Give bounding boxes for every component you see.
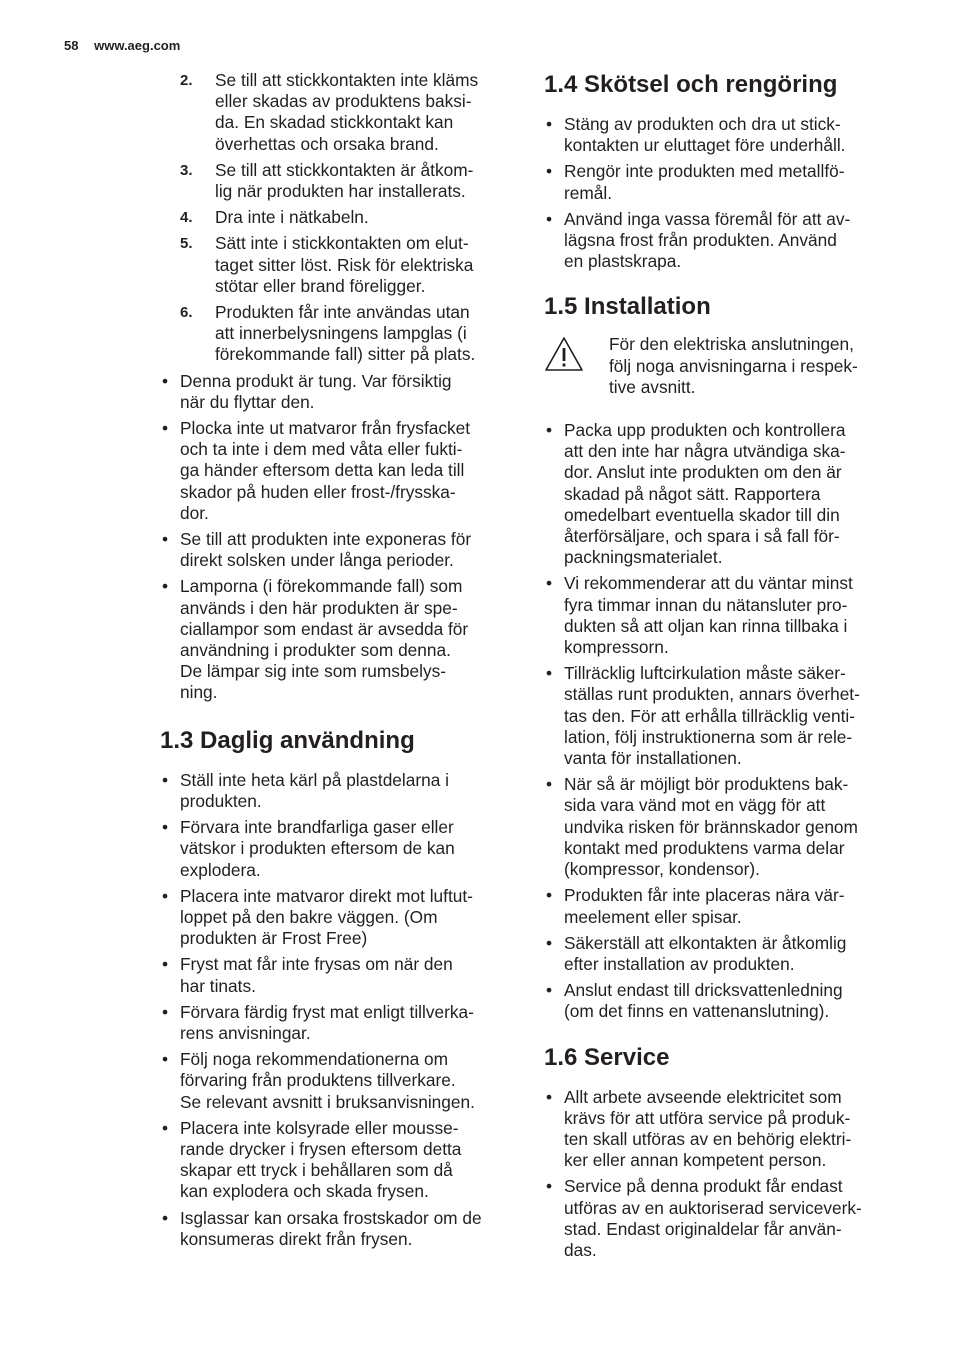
text-line: Dra inte i nätkabeln. — [215, 207, 369, 228]
list-item — [160, 576, 516, 703]
daily-use-list — [160, 770, 516, 1250]
text-line: ten skall utföras av en behörig elektri- — [564, 1128, 852, 1149]
text-line: följ noga anvisningarna i respek- — [609, 355, 858, 376]
text-line: Förvara inte brandfarliga gaser eller — [180, 817, 454, 838]
text-line: att innerbelysningens lampglas (i — [215, 323, 467, 344]
text-line: De lämpar sig inte som rumsbelys- — [180, 661, 447, 682]
bullet-icon: • — [162, 954, 169, 975]
bullet-icon: • — [546, 573, 553, 594]
text-line: Produkten får inte användas utan — [215, 302, 470, 323]
text-line: (om det finns en vattenanslutning). — [564, 1001, 830, 1022]
text-line: Plocka inte ut matvaror från frysfacket — [180, 418, 471, 439]
text-line: explodera. — [180, 859, 261, 880]
list-item — [544, 1176, 896, 1261]
text-line: das. — [564, 1239, 597, 1260]
bullet-icon: • — [162, 370, 169, 391]
care-cleaning-list — [544, 114, 896, 272]
text-line: meelement eller spisar. — [564, 906, 742, 927]
page-header — [64, 38, 180, 53]
item-number: 6. — [180, 304, 193, 322]
text-line: Fryst mat får inte frysas om när den — [180, 954, 453, 975]
list-item — [544, 980, 896, 1022]
bullet-icon: • — [546, 114, 553, 134]
bullet-icon: • — [162, 576, 169, 597]
text-line: rande drycker i frysen eftersom detta — [180, 1138, 462, 1159]
text-line: ker eller annan kompetent person. — [564, 1150, 827, 1171]
text-line: Ställ inte heta kärl på plastdelarna i — [180, 769, 449, 790]
text-line: Rengör inte produkten med metallfö- — [564, 161, 845, 182]
list-item — [160, 160, 516, 202]
text-line: lation, följ instruktionerna som är rele- — [564, 726, 853, 747]
list-item — [160, 1049, 516, 1113]
text-line: taget sitter löst. Risk för elektriska — [215, 254, 474, 275]
text-line: Säkerställ att elkontakten är åtkomlig — [564, 932, 847, 953]
text-line: direkt solsken under långa perioder. — [180, 550, 454, 571]
list-item — [160, 371, 516, 413]
text-line: undvika risken för brännskador genom — [564, 816, 858, 837]
list-item — [544, 933, 896, 975]
section-heading-1-3: 1.3 Daglig användning — [160, 726, 415, 754]
bullet-icon: • — [546, 161, 553, 182]
bullet-icon: • — [162, 1117, 169, 1138]
text-line: kontakten ur eluttaget före underhåll. — [564, 135, 846, 156]
item-number: 3. — [180, 161, 193, 179]
bullet-list — [160, 371, 516, 704]
bullet-icon: • — [546, 663, 553, 684]
text-line: kontakt med produktens varma delar — [564, 837, 845, 858]
text-line: lägsna frost från produkten. Använd — [564, 230, 837, 251]
text-line: ga händer eftersom detta kan leda till — [180, 460, 465, 481]
text-line: utföras av en auktoriserad serviceverk- — [564, 1197, 862, 1218]
text-line: eller skadas av produktens baksi- — [215, 91, 472, 112]
text-line: omedelbart eventuella skador till din — [564, 504, 840, 525]
text-line: Stäng av produkten och dra ut stick- — [564, 114, 841, 134]
text-line: Vi rekommenderar att du väntar minst — [564, 573, 853, 594]
text-line: dor. — [180, 502, 209, 523]
text-line: tas den. För att erhålla tillräcklig venti- — [564, 705, 856, 726]
bullet-icon: • — [546, 1176, 553, 1197]
item-number: 5. — [180, 235, 193, 253]
installation-list — [544, 420, 896, 1022]
text-line: Sätt inte i stickkontakten om elut- — [215, 233, 469, 254]
text-line: produkten är Frost Free) — [180, 928, 368, 949]
left-column — [160, 70, 516, 1255]
list-item — [160, 954, 516, 996]
text-line: förvaring från produktens tillverkare. — [180, 1070, 456, 1091]
list-item — [160, 418, 516, 524]
list-item — [160, 1208, 516, 1250]
bullet-icon: • — [162, 1207, 169, 1228]
text-line: da. En skadad stickkontakt kan — [215, 112, 454, 133]
text-line: När så är möjligt bör produktens bak- — [564, 774, 849, 795]
text-line: att den inte har några utvändiga ska- — [564, 441, 846, 462]
text-line: Använd inga vassa föremål för att av- — [564, 208, 851, 229]
item-number: 2. — [180, 72, 193, 89]
text-line: ciallampor som endast är avsedda för — [180, 618, 469, 639]
text-line: skador på huden eller frost-/frysska- — [180, 481, 456, 502]
numbered-list — [160, 70, 516, 366]
text-line: Placera inte kolsyrade eller mousse- — [180, 1117, 459, 1138]
warning-text — [544, 334, 896, 398]
text-line: användning i produkter som denna. — [180, 640, 451, 661]
text-line: när du flyttar den. — [180, 391, 315, 412]
list-item — [160, 1002, 516, 1044]
text-line: ställas runt produkten, annars överhet- — [564, 684, 860, 705]
text-line: fyra timmar innan du nätansluter pro- — [564, 594, 848, 615]
bullet-icon: • — [546, 420, 553, 441]
text-line: Allt arbete avseende elektricitet som — [564, 1086, 842, 1107]
text-line: sida vara vänd mot en vägg för att — [564, 795, 826, 816]
text-line: kompressorn. — [564, 637, 669, 658]
text-line: Placera inte matvaror direkt mot luftut- — [180, 885, 473, 906]
text-line: Isglassar kan orsaka frostskador om de — [180, 1207, 482, 1228]
text-line: Förvara färdig fryst mat enligt tillverka- — [180, 1001, 474, 1022]
item-number: 4. — [180, 209, 193, 227]
bullet-icon: • — [162, 817, 169, 838]
text-line: Produkten får inte placeras nära vär- — [564, 885, 845, 906]
list-item — [160, 233, 516, 297]
bullet-icon: • — [162, 769, 169, 790]
bullet-icon: • — [162, 885, 169, 906]
text-line: stötar eller brand föreligger. — [215, 275, 426, 296]
list-item — [544, 1087, 896, 1172]
list-item — [544, 663, 896, 769]
bullet-icon: • — [546, 932, 553, 953]
list-item — [544, 114, 896, 156]
text-line: överhettas och orsaka brand. — [215, 133, 439, 154]
text-line: Service på denna produkt får endast — [564, 1176, 843, 1197]
text-line: Följ noga rekommendationerna om — [180, 1049, 449, 1070]
list-item — [160, 1118, 516, 1203]
list-item — [544, 420, 896, 568]
list-item — [544, 885, 896, 927]
text-line: förekommande fall) sitter på plats. — [215, 344, 476, 365]
bullet-icon: • — [546, 208, 553, 229]
page-number: 58 — [64, 38, 79, 53]
list-item — [544, 774, 896, 880]
bullet-icon: • — [546, 1086, 553, 1107]
bullet-icon: • — [546, 774, 553, 795]
text-line: krävs för att utföra service på produk- — [564, 1107, 851, 1128]
list-item — [160, 770, 516, 812]
text-line: packningsmaterialet. — [564, 547, 723, 568]
list-item — [160, 817, 516, 881]
text-line: För den elektriska anslutningen, — [609, 334, 854, 355]
section-heading-1-5: 1.5 Installation — [544, 293, 711, 321]
text-line: (kompressor, kondensor). — [564, 859, 760, 880]
text-line: kan explodera och skada frysen. — [180, 1181, 429, 1202]
text-line: konsumeras direkt från frysen. — [180, 1228, 413, 1249]
list-item — [160, 207, 516, 228]
text-line: vanta för installationen. — [564, 748, 742, 769]
text-line: vätskor i produkten eftersom de kan — [180, 838, 455, 859]
list-item — [160, 70, 516, 155]
text-line: remål. — [564, 182, 613, 203]
text-line: stad. Endast originaldelar får använ- — [564, 1218, 842, 1239]
right-column — [544, 70, 896, 1266]
section-heading-1-6: 1.6 Service — [544, 1043, 670, 1071]
text-line: rens anvisningar. — [180, 1022, 311, 1043]
warning-notice — [544, 334, 896, 398]
list-item — [160, 302, 516, 366]
text-line: efter installation av produkten. — [564, 953, 795, 974]
text-line: dukten så att oljan kan rinna tillbaka i — [564, 615, 848, 636]
warning-icon — [544, 336, 584, 372]
text-line: Se relevant avsnitt i bruksanvisningen. — [180, 1091, 475, 1112]
text-line: ning. — [180, 682, 218, 703]
bullet-icon: • — [162, 418, 169, 439]
text-line: skadad på något sätt. Rapportera — [564, 483, 821, 504]
text-line: skapar ett tryck i behållaren som då — [180, 1160, 453, 1181]
text-line: återförsäljare, och spara i så fall för- — [564, 526, 840, 547]
list-item — [160, 886, 516, 950]
section-heading-1-4: 1.4 Skötsel och rengöring — [544, 71, 838, 98]
bullet-icon: • — [162, 1001, 169, 1022]
list-item — [544, 161, 896, 203]
text-line: Anslut endast till dricksvattenledning — [564, 980, 843, 1001]
text-line: Lamporna (i förekommande fall) som — [180, 576, 463, 597]
text-line: tive avsnitt. — [609, 376, 696, 397]
text-line: Tillräcklig luftcirkulation måste säker- — [564, 663, 846, 684]
bullet-icon: • — [162, 529, 169, 550]
bullet-icon: • — [546, 980, 553, 1001]
site-url[interactable]: www.aeg.com — [94, 38, 181, 53]
text-line: och ta inte i dem med våta eller fukti- — [180, 439, 463, 460]
text-line: produkten. — [180, 790, 262, 811]
list-item — [544, 209, 896, 273]
text-line: används i den här produkten är spe- — [180, 597, 458, 618]
text-line: Se till att produkten inte exponeras för — [180, 529, 472, 550]
list-item — [160, 529, 516, 571]
text-line: har tinats. — [180, 975, 256, 996]
text-line: Se till att stickkontakten är åtkom- — [215, 159, 474, 180]
text-line: dor. Anslut inte produkten om den är — [564, 462, 842, 483]
bullet-icon: • — [162, 1049, 169, 1070]
list-item — [544, 573, 896, 658]
text-line: lig när produkten har installerats. — [215, 181, 466, 202]
text-line: loppet på den bakre väggen. (Om — [180, 906, 438, 927]
text-line: Se till att stickkontakten inte kläms — [215, 70, 479, 90]
service-list — [544, 1087, 896, 1262]
text-line: Denna produkt är tung. Var försiktig — [180, 370, 452, 391]
text-line: Packa upp produkten och kontrollera — [564, 420, 846, 441]
bullet-icon: • — [546, 885, 553, 906]
text-line: en plastskrapa. — [564, 251, 682, 272]
